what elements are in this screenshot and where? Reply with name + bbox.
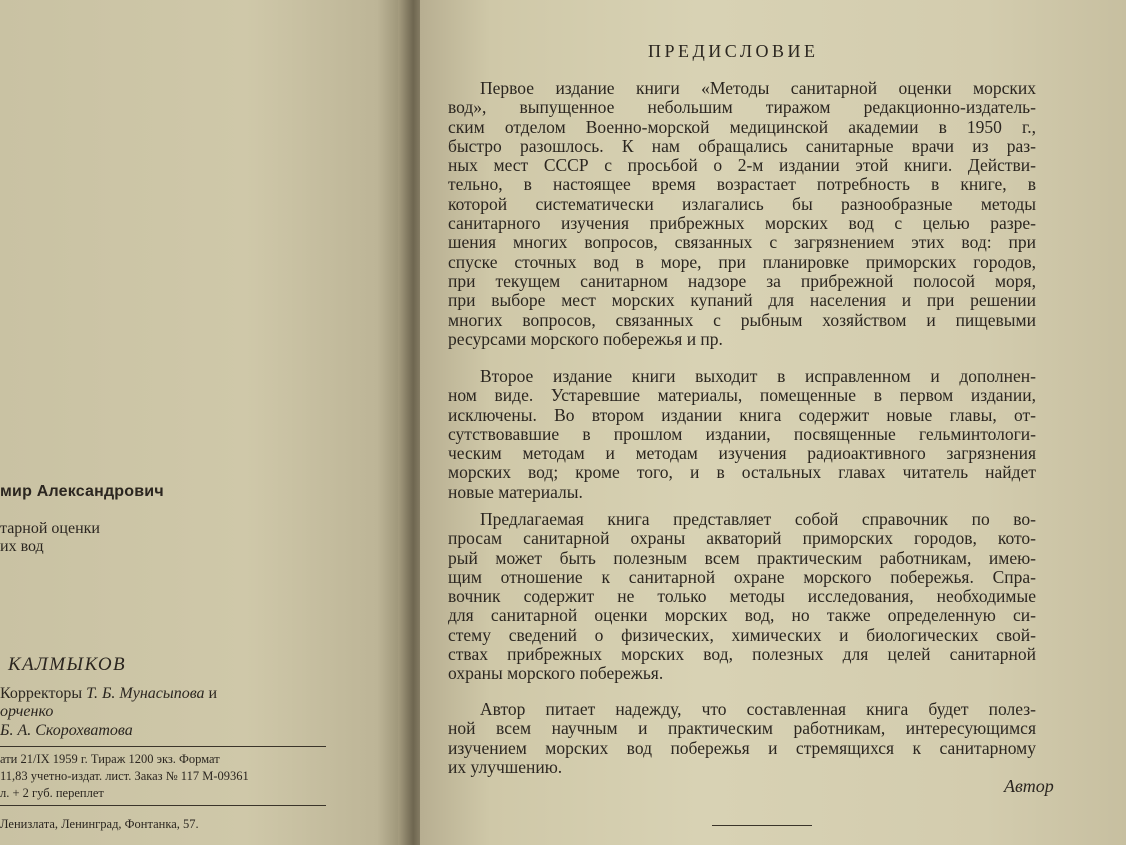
- text-line: исключены. Во втором издании книга содержит новые главы, от-: [448, 404, 1036, 425]
- text-line: которой систематически излагались бы разнообразные методы: [448, 193, 1036, 214]
- text-line: щим отношение к санитарной охране морского побережья. Спра-: [448, 566, 1036, 587]
- text-line: для санитарной оценки морских вод, но также определенную си-: [448, 605, 1036, 626]
- correctors-suffix: и: [204, 685, 218, 702]
- text-line: сутствовавшие в прошлом издании, посвященные гельминтологи-: [448, 423, 1036, 444]
- author-name: мир Александрович: [0, 483, 164, 500]
- text-line: ским отделом Военно-морской медицинской академии в 1950 г.,: [448, 116, 1036, 137]
- text-line: шения многих вопросов, связанных с загрязнением этих вод: при: [448, 232, 1036, 253]
- left-page: [0, 0, 410, 845]
- imprint-line-3: л. + 2 губ. переплет: [0, 786, 104, 800]
- text-line: тельно, в настоящее время возрастает потребность в книге, в: [448, 174, 1036, 195]
- imprint-line-1: ати 21/IX 1959 г. Тираж 1200 экз. Формат: [0, 752, 220, 766]
- book-title-line-1: тарной оценки: [0, 520, 100, 537]
- text-line: стему сведений о физических, химических и биологических свой-: [448, 624, 1036, 645]
- text-line: спуске сточных вод в море, при планировке приморских городов,: [448, 251, 1036, 272]
- text-line: многих вопросов, связанных с рыбным хозяйством и пищевыми: [448, 309, 1036, 330]
- correctors-line-2: орченко: [0, 703, 54, 720]
- text-line: Предлагаемая книга представляет собой справочник по во-: [480, 509, 1036, 529]
- text-line: при выборе мест морских купаний для населения и при решении: [448, 290, 1036, 311]
- text-line: при текущем санитарном надзоре за прибрежной полосой моря,: [448, 270, 1036, 291]
- imprint-rule: [0, 746, 326, 747]
- text-line: ном виде. Устаревшие материалы, помещенные в первом издании,: [448, 385, 1036, 406]
- tech-editor: Б. А. Скорохватова: [0, 722, 133, 739]
- text-line: ческим методам и методам изучения радиоактивного загрязнения: [448, 443, 1036, 464]
- preface-paragraph-3: [448, 510, 1036, 684]
- text-line: Второе издание книги выходит в исправленном и дополнен-: [480, 366, 1036, 386]
- text-line: быстро разошлось. К нам обращались санитарные врачи из раз-: [448, 135, 1036, 156]
- text-line: вочник содержит не только методы исследования, необходимые: [448, 586, 1036, 607]
- text-line: их улучшению.: [448, 756, 563, 777]
- book-title-line-2: их вод: [0, 538, 44, 555]
- text-line: ствах прибрежных морских вод, полезных для целей санитарной: [448, 644, 1036, 665]
- text-line: просам санитарной охраны акваторий приморских городов, кото-: [448, 528, 1036, 549]
- text-line: Автор питает надежду, что составленная книга будет полез-: [480, 699, 1036, 719]
- correctors-line-1: [0, 685, 217, 703]
- text-line: ресурсами морского побережья и пр.: [448, 328, 723, 349]
- page-end-rule: [712, 825, 812, 826]
- text-line: охраны морского побережья.: [448, 663, 664, 684]
- text-line: морских вод; кроме того, и в остальных главах читатель найдет: [448, 462, 1036, 483]
- text-line: ных мест СССР с просьбой о 2-м издании этой книги. Действи-: [448, 155, 1036, 176]
- preface-paragraph-4: [448, 700, 1036, 777]
- printer-address: Ленизлата, Ленинград, Фонтанка, 57.: [0, 817, 199, 831]
- editor-name: КАЛМЫКОВ: [8, 654, 127, 675]
- text-line: изучением морских вод побережья и стремящихся к санитарному: [448, 737, 1036, 758]
- text-line: Первое издание книги «Методы санитарной оценки морских: [480, 78, 1036, 98]
- imprint-line-2: 11,83 учетно-издат. лист. Заказ № 117 М-09361: [0, 769, 249, 783]
- text-line: санитарного изучения прибрежных морских вод с целью разре-: [448, 213, 1036, 234]
- text-line: ной всем научным и практическим работникам, интересующимся: [448, 718, 1036, 739]
- preface-paragraph-1: [448, 79, 1036, 349]
- text-line: рый может быть полезным всем практическим работникам, имею-: [448, 547, 1036, 568]
- corrector-names: Т. Б. Мунасыпова: [86, 685, 205, 702]
- preface-heading: ПРЕДИСЛОВИЕ: [648, 41, 819, 61]
- imprint-rule-bottom: [0, 805, 326, 806]
- author-signature: Автор: [1004, 776, 1054, 796]
- correctors-prefix: Корректоры: [0, 685, 87, 702]
- preface-paragraph-2: [448, 367, 1036, 502]
- text-line: вод», выпущенное небольшим тиражом редакционно-издатель-: [448, 97, 1036, 118]
- text-line: новые материалы.: [448, 481, 583, 502]
